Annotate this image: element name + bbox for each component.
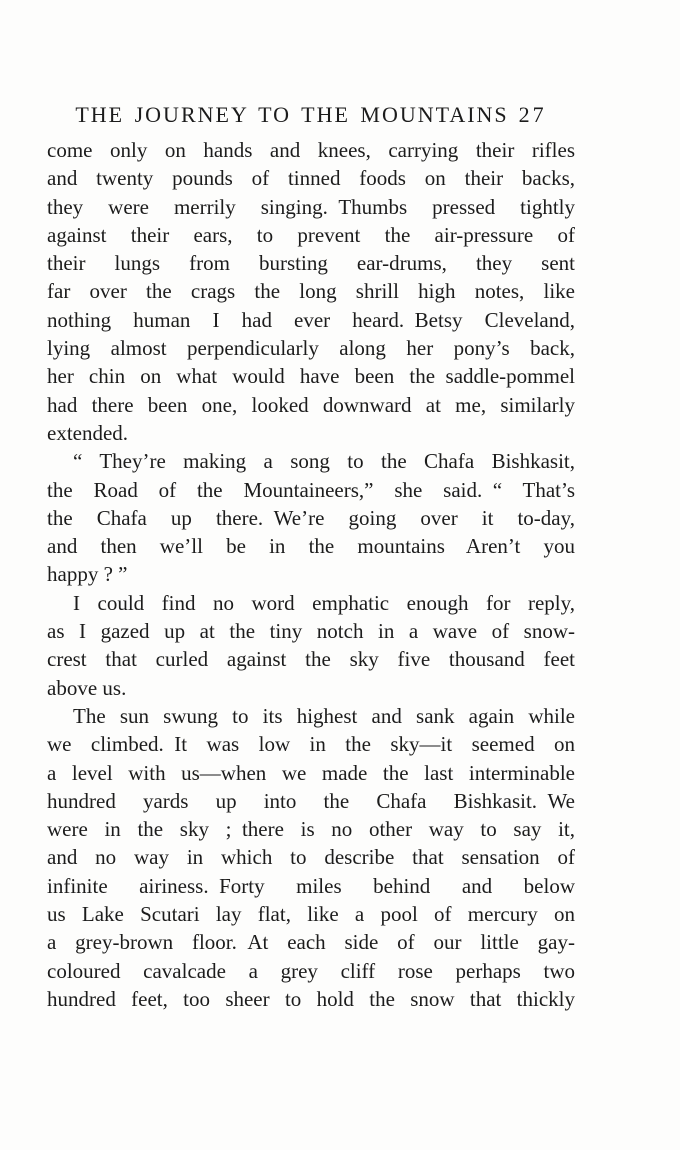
text-line: hundred feet, too sheer to hold the snow that thickly [47,986,575,1011]
text-line: far over the crags the long shrill high notes, like [47,279,575,304]
text-line: lying almost perpendicularly along her pony’s back, [47,336,575,361]
text-line: coloured cavalcade a grey cliff rose perhaps two [47,958,575,983]
text-block [47,136,575,1013]
text-line: had there been one, looked downward at me, similarly [47,392,575,417]
page-number: 27 [518,102,547,127]
text-line: crest that curled against the sky five thousand feet [47,647,575,672]
text-line: a grey-brown floor. At each side of our little gay- [47,930,575,955]
text-line: and then we’ll be in the mountains Aren’t you [47,534,575,559]
text-line: hundred yards up into the Chafa Bishkasit. We [47,788,575,813]
text-line: and twenty pounds of tinned foods on their backs, [47,166,575,191]
text-line: The sun swung to its highest and sank again while [73,703,575,728]
text-line: against their ears, to prevent the air-pressure of [47,222,575,247]
text-line: nothing human I had ever heard. Betsy Cleveland, [47,307,575,332]
text-line: were in the sky ; there is no other way to say it, [47,817,575,842]
text-line: a level with us—when we made the last interminable [47,760,575,785]
text-line: us Lake Scutari lay flat, like a pool of mercury on [47,902,575,927]
running-header [47,101,575,129]
text-line: infinite airiness. Forty miles behind and below [47,873,575,898]
text-line: extended. [47,420,129,445]
text-line: as I gazed up at the tiny notch in a wave of snow- [47,619,575,644]
text-line: her chin on what would have been the saddle-pommel [47,364,575,389]
text-line: the Chafa up there. We’re going over it to-day, [47,505,575,530]
text-line: happy ? ” [47,562,128,587]
text-line: their lungs from bursting ear-drums, they sent [47,251,575,276]
text-line: and no way in which to describe that sensation of [47,845,575,870]
text-line: “ They’re making a song to the Chafa Bishkasit, [73,449,575,474]
text-line: above us. [47,675,127,700]
text-line: the Road of the Mountaineers,” she said. “ That’s [47,477,575,502]
text-line: we climbed. It was low in the sky—it seemed on [47,732,575,757]
chapter-title: THE JOURNEY TO THE MOUNTAINS [75,102,509,127]
text-line: come only on hands and knees, carrying their rifles [47,138,575,162]
text-line: I could find no word emphatic enough for reply, [73,590,575,615]
text-line: they were merrily singing. Thumbs pressed tightly [47,194,575,219]
